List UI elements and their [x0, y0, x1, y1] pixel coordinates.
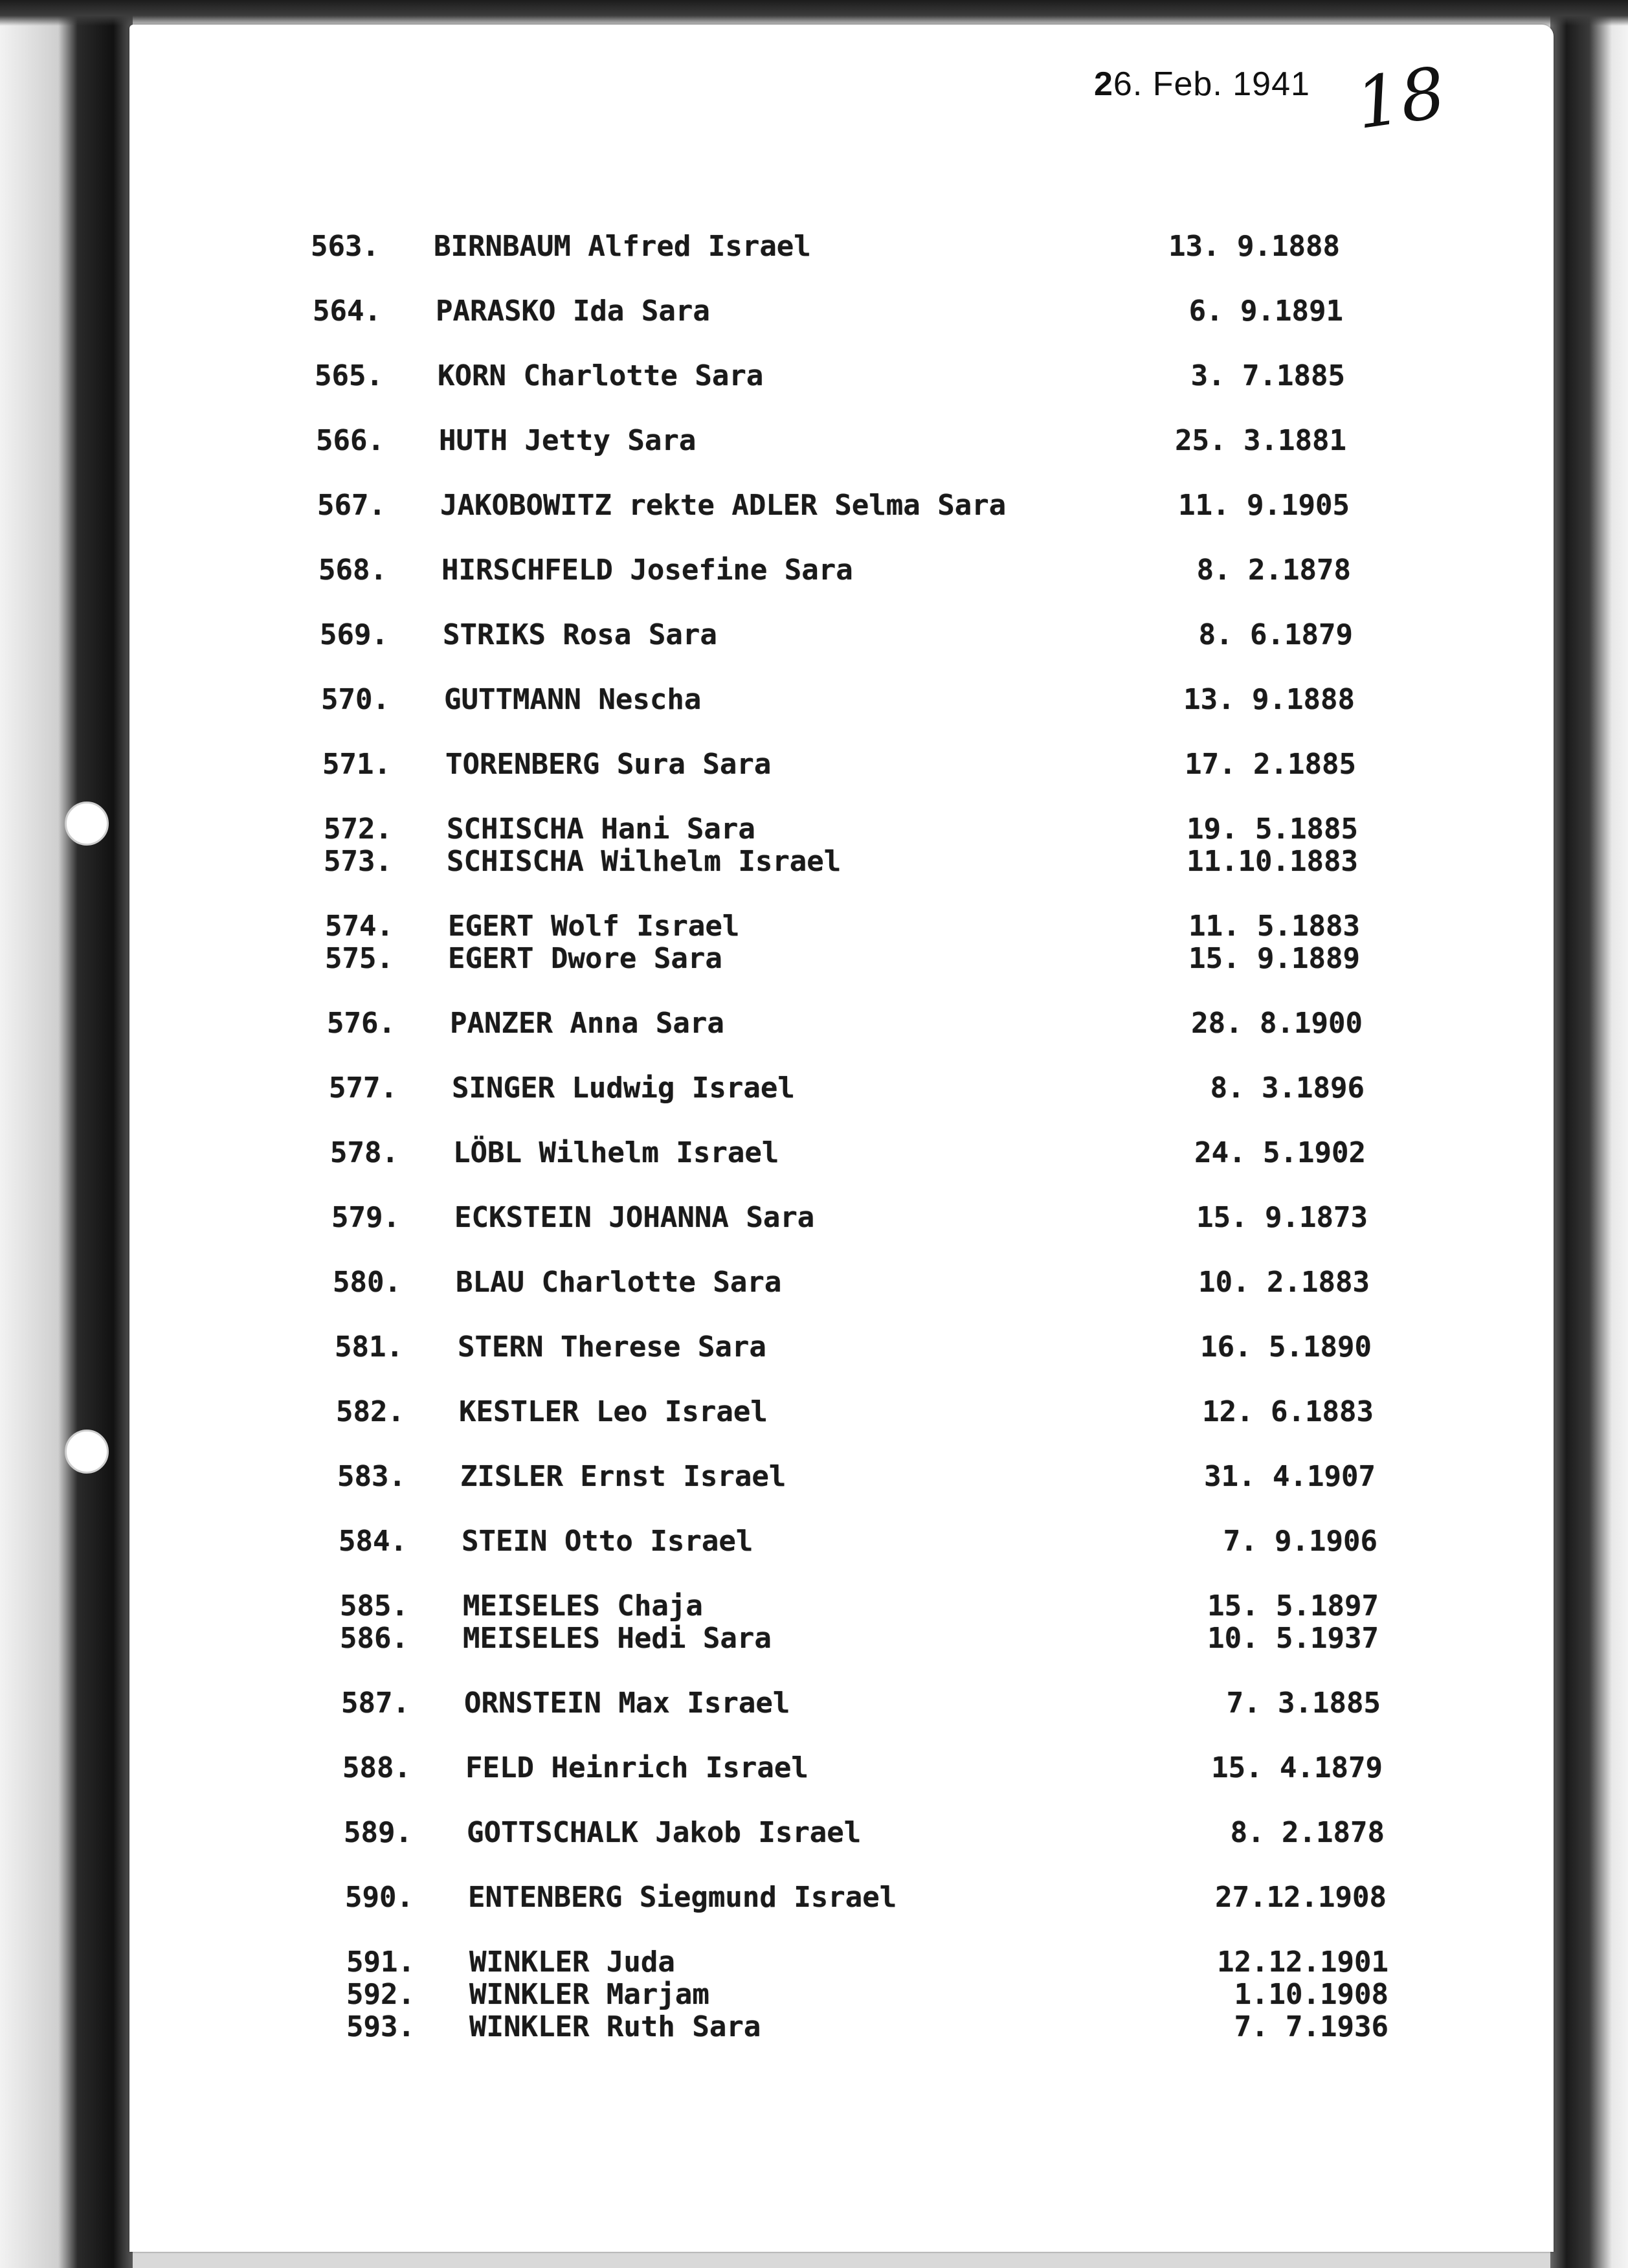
date-stamp-day: 2 — [1094, 65, 1113, 103]
list-item — [345, 1881, 1387, 1920]
entry-name: JAKOBOWITZ rekte ADLER Selma Sara — [440, 489, 1007, 522]
entry-name: SCHISCHA Hani Sara — [447, 813, 755, 846]
list-item — [315, 359, 1345, 398]
entry-name: WINKLER Ruth Sara — [469, 2010, 761, 2043]
entry-number: 572. — [324, 813, 392, 846]
entry-number: 585. — [340, 1589, 408, 1622]
entry-number: 586. — [340, 1622, 408, 1655]
entry-name: STRIKS Rosa Sara — [443, 618, 717, 651]
list-item — [344, 1816, 1385, 1855]
list-item — [335, 1330, 1372, 1369]
entry-number: 574. — [325, 910, 394, 943]
entry-name: WINKLER Marjam — [469, 1978, 709, 2011]
entry-birthdate: 13. 9.1888 — [1183, 683, 1355, 716]
entry-number: 587. — [341, 1687, 410, 1720]
entry-birthdate: 8. 2.1878 — [1196, 554, 1351, 587]
entry-birthdate: 10. 5.1937 — [1207, 1622, 1379, 1655]
entry-name: BIRNBAUM Alfred Israel — [434, 230, 811, 263]
entry-number: 564. — [313, 295, 381, 328]
entry-name: SCHISCHA Wilhelm Israel — [447, 845, 842, 878]
entry-name: PANZER Anna Sara — [450, 1007, 724, 1040]
entry-birthdate: 13. 9.1888 — [1168, 230, 1340, 263]
entry-number: 580. — [333, 1266, 401, 1299]
scanner-edge-top — [0, 0, 1628, 26]
entry-number: 563. — [311, 230, 379, 263]
date-stamp — [1094, 65, 1310, 104]
entry-name: EGERT Wolf Israel — [448, 910, 740, 943]
entry-number: 577. — [329, 1072, 397, 1105]
list-item — [316, 424, 1346, 463]
list-item — [313, 295, 1343, 333]
entry-number: 581. — [335, 1330, 403, 1364]
list-item — [331, 1201, 1368, 1240]
entry-birthdate: 28. 8.1900 — [1191, 1007, 1363, 1040]
entry-number: 573. — [324, 845, 392, 878]
date-stamp-rest: 6. Feb. 1941 — [1113, 65, 1310, 103]
entry-birthdate: 11. 9.1905 — [1178, 489, 1350, 522]
entry-name: FELD Heinrich Israel — [465, 1751, 808, 1784]
entry-birthdate: 6. 9.1891 — [1188, 295, 1343, 328]
entry-birthdate: 12. 6.1883 — [1202, 1395, 1374, 1428]
entry-number: 590. — [345, 1881, 414, 1914]
entry-birthdate: 17. 2.1885 — [1185, 748, 1356, 781]
entry-birthdate: 8. 6.1879 — [1198, 618, 1353, 651]
list-item — [317, 489, 1350, 528]
list-item — [346, 2010, 1388, 2049]
punch-hole-icon — [65, 802, 109, 846]
entry-birthdate: 19. 5.1885 — [1187, 813, 1358, 846]
list-item — [341, 1687, 1381, 1725]
entry-birthdate: 7. 9.1906 — [1223, 1525, 1377, 1558]
entry-birthdate: 8. 2.1878 — [1230, 1816, 1385, 1849]
entry-name: ORNSTEIN Max Israel — [464, 1687, 790, 1720]
entry-birthdate: 15. 5.1897 — [1207, 1589, 1379, 1622]
entry-name: ECKSTEIN JOHANNA Sara — [454, 1201, 815, 1234]
entry-birthdate: 15. 9.1873 — [1196, 1201, 1368, 1234]
entry-name: MEISELES Chaja — [463, 1589, 703, 1622]
entry-birthdate: 7. 3.1885 — [1226, 1687, 1381, 1720]
entry-birthdate: 7. 7.1936 — [1234, 2010, 1388, 2043]
list-item — [330, 1136, 1366, 1175]
entry-number: 579. — [331, 1201, 400, 1234]
list-item — [311, 230, 1340, 269]
scanner-edge-left — [0, 0, 133, 2268]
list-item — [340, 1622, 1379, 1661]
entry-number: 567. — [317, 489, 386, 522]
entry-birthdate: 8. 3.1896 — [1210, 1072, 1365, 1105]
list-item — [322, 748, 1356, 787]
entry-name: MEISELES Hedi Sara — [463, 1622, 772, 1655]
list-item — [320, 618, 1353, 657]
list-item — [342, 1751, 1383, 1790]
entry-name: PARASKO Ida Sara — [436, 295, 710, 328]
entry-name: GUTTMANN Nescha — [444, 683, 702, 716]
scanner-edge-right — [1550, 0, 1628, 2268]
entry-name: EGERT Dwore Sara — [448, 942, 722, 975]
entry-birthdate: 10. 2.1883 — [1198, 1266, 1370, 1299]
entry-birthdate: 27.12.1908 — [1215, 1881, 1387, 1914]
entry-name: ZISLER Ernst Israel — [460, 1460, 786, 1493]
entry-number: 568. — [318, 554, 387, 587]
entry-number: 569. — [320, 618, 388, 651]
entry-number: 592. — [346, 1978, 415, 2011]
entry-name: GOTTSCHALK Jakob Israel — [467, 1816, 862, 1849]
entry-birthdate: 11.10.1883 — [1187, 845, 1358, 878]
entry-number: 566. — [316, 424, 385, 457]
entry-number: 591. — [346, 1946, 415, 1979]
entry-number: 582. — [336, 1395, 405, 1428]
list-item — [333, 1266, 1370, 1305]
list-item — [321, 683, 1355, 722]
entry-birthdate: 3. 7.1885 — [1190, 359, 1345, 392]
entry-number: 571. — [322, 748, 391, 781]
entry-name: TORENBERG Sura Sara — [445, 748, 772, 781]
entry-number: 578. — [330, 1136, 399, 1169]
list-item — [327, 1007, 1363, 1046]
entry-number: 575. — [325, 942, 394, 975]
entry-number: 576. — [327, 1007, 396, 1040]
entry-number: 593. — [346, 2010, 415, 2043]
entry-birthdate: 15. 9.1889 — [1188, 942, 1360, 975]
entry-name: STEIN Otto Israel — [462, 1525, 753, 1558]
entry-birthdate: 12.12.1901 — [1217, 1946, 1388, 1979]
entry-number: 570. — [321, 683, 390, 716]
entry-birthdate: 11. 5.1883 — [1188, 910, 1360, 943]
list-item — [329, 1072, 1365, 1110]
entry-name: LÖBL Wilhelm Israel — [453, 1136, 779, 1169]
list-item — [339, 1525, 1377, 1564]
entry-birthdate: 31. 4.1907 — [1204, 1460, 1376, 1493]
list-item — [337, 1460, 1376, 1499]
entry-name: KESTLER Leo Israel — [459, 1395, 768, 1428]
entry-birthdate: 15. 4.1879 — [1211, 1751, 1383, 1784]
entry-name: KORN Charlotte Sara — [438, 359, 764, 392]
entry-number: 588. — [342, 1751, 411, 1784]
list-item — [336, 1395, 1374, 1434]
entry-birthdate: 25. 3.1881 — [1175, 424, 1346, 457]
entry-number: 589. — [344, 1816, 412, 1849]
list-item — [324, 845, 1358, 884]
entry-name: ENTENBERG Siegmund Israel — [468, 1881, 897, 1914]
list-item — [318, 554, 1351, 592]
entry-number: 565. — [315, 359, 383, 392]
list-item — [325, 942, 1360, 981]
entry-name: HIRSCHFELD Josefine Sara — [441, 554, 853, 587]
entry-number: 584. — [339, 1525, 407, 1558]
punch-hole-icon — [65, 1430, 109, 1474]
entry-number: 583. — [337, 1460, 406, 1493]
page-number: 18 — [1350, 52, 1451, 145]
entry-birthdate: 1.10.1908 — [1234, 1978, 1388, 2011]
entry-name: HUTH Jetty Sara — [439, 424, 697, 457]
entry-name: WINKLER Juda — [469, 1946, 675, 1979]
entry-name: BLAU Charlotte Sara — [456, 1266, 782, 1299]
entry-name: STERN Therese Sara — [458, 1330, 766, 1364]
entry-birthdate: 24. 5.1902 — [1194, 1136, 1366, 1169]
entry-birthdate: 16. 5.1890 — [1200, 1330, 1372, 1364]
entry-name: SINGER Ludwig Israel — [452, 1072, 795, 1105]
